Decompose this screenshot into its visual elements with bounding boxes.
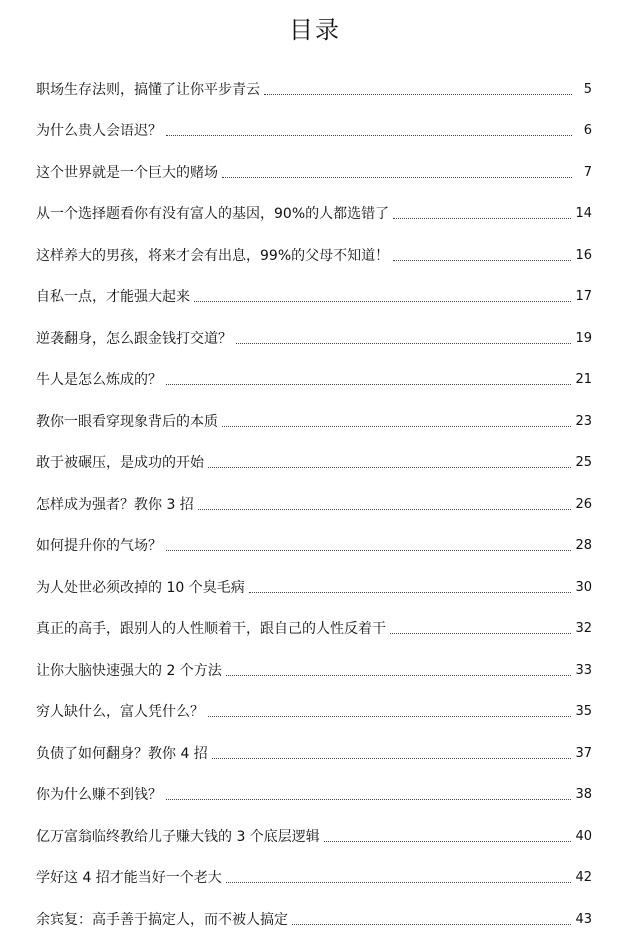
toc-entry-title[interactable]: 亿万富翁临终教给儿子赚大钱的 3 个底层逻辑 [36, 828, 320, 845]
toc-dot-leader [393, 217, 571, 219]
toc-entry-title[interactable]: 这个世界就是一个巨大的赌场 [36, 164, 218, 181]
toc-entry-title[interactable]: 余宾复：高手善于搞定人，而不被人搞定 [36, 911, 288, 928]
toc-dot-leader [390, 632, 571, 634]
toc-page-number[interactable]: 32 [575, 621, 592, 636]
toc-page-number[interactable]: 30 [575, 579, 592, 595]
toc-entry[interactable] [36, 764, 592, 806]
toc-dot-leader [292, 923, 571, 925]
toc-page-number[interactable]: 7 [583, 164, 592, 180]
toc-entry-title[interactable]: 牛人是怎么炼成的？ [36, 372, 162, 388]
toc-dot-leader [222, 176, 572, 178]
toc-page-number[interactable]: 33 [575, 662, 592, 678]
toc-page-number[interactable]: 28 [575, 538, 592, 553]
toc-entry[interactable] [36, 307, 592, 349]
toc-page-number[interactable]: 16 [575, 247, 592, 263]
toc-page-number[interactable]: 40 [575, 828, 592, 844]
toc-entry[interactable] [36, 349, 592, 391]
toc-dot-leader [226, 674, 572, 676]
toc-entry[interactable] [36, 681, 592, 723]
toc-dot-leader [198, 508, 572, 510]
toc-entry[interactable] [36, 58, 592, 100]
toc-dot-leader [236, 342, 571, 344]
toc-page-number[interactable]: 21 [575, 372, 592, 387]
toc-page-number[interactable]: 38 [575, 787, 592, 802]
toc-entry[interactable] [36, 224, 592, 266]
toc-entry[interactable] [36, 266, 592, 308]
toc-page-number[interactable]: 37 [575, 745, 592, 761]
toc-entry-title[interactable]: 负债了如何翻身？教你 4 招 [36, 745, 208, 762]
toc-dot-leader [194, 300, 571, 302]
toc-dot-leader [264, 93, 572, 95]
toc-entry-title[interactable]: 敢于被碾压，是成功的开始 [36, 455, 204, 471]
toc-entry[interactable] [36, 888, 592, 930]
toc-dot-leader [166, 134, 572, 136]
toc-entry-title[interactable]: 为什么贵人会语迟？ [36, 123, 162, 139]
toc-entry[interactable] [36, 847, 592, 889]
toc-entry-title[interactable]: 真正的高手，跟别人的人性顺着干，跟自己的人性反着干 [36, 621, 386, 637]
toc-dot-leader [393, 259, 571, 261]
toc-entry[interactable] [36, 722, 592, 764]
toc-page-number[interactable]: 26 [575, 496, 592, 512]
toc-entry[interactable] [36, 598, 592, 640]
toc-entry[interactable] [36, 515, 592, 557]
toc-dot-leader [166, 383, 571, 385]
toc-entry-title[interactable]: 怎样成为强者？教你 3 招 [36, 496, 194, 513]
toc-dot-leader [166, 549, 571, 551]
toc-page-number[interactable]: 35 [575, 704, 592, 719]
toc-dot-leader [324, 840, 572, 842]
toc-dot-leader [208, 715, 571, 717]
toc-dot-leader [212, 757, 572, 759]
toc-page-number[interactable]: 14 [575, 206, 592, 221]
toc-page-number[interactable]: 17 [575, 289, 592, 304]
toc-entry[interactable] [36, 556, 592, 598]
toc-dot-leader [222, 425, 571, 427]
toc-dot-leader [208, 466, 571, 468]
toc-entry-title[interactable]: 你为什么赚不到钱？ [36, 787, 162, 803]
toc-entry[interactable] [36, 473, 592, 515]
toc-entry[interactable] [36, 183, 592, 225]
toc-entry-title[interactable]: 职场生存法则，搞懂了让你平步青云 [36, 81, 260, 98]
toc-entry-title[interactable]: 教你一眼看穿现象背后的本质 [36, 413, 218, 430]
toc-entry[interactable] [36, 141, 592, 183]
toc-entry-title[interactable]: 为人处世必须改掉的 10 个臭毛病 [36, 579, 245, 596]
toc-entry-title[interactable]: 这样养大的男孩，将来才会有出息，99%的父母不知道！ [36, 247, 390, 264]
toc-dot-leader [166, 798, 571, 800]
toc-page-number[interactable]: 25 [575, 455, 592, 470]
toc-dot-leader [226, 881, 572, 883]
toc-entry-title[interactable]: 自私一点，才能强大起来 [36, 289, 190, 305]
toc-entry-title[interactable]: 穷人缺什么，富人凭什么？ [36, 704, 204, 720]
toc-page-number[interactable]: 19 [575, 330, 592, 346]
page-title: 目录 [289, 16, 341, 44]
toc-page-number[interactable]: 23 [575, 413, 592, 429]
toc-entry[interactable] [36, 432, 592, 474]
toc-entry-title[interactable]: 逆袭翻身，怎么跟金钱打交道？ [36, 330, 232, 347]
table-of-contents [36, 58, 592, 930]
toc-page-number[interactable]: 5 [583, 81, 592, 97]
toc-entry-title[interactable]: 从一个选择题看你有没有富人的基因，90%的人都选错了 [36, 206, 390, 222]
toc-entry-title[interactable]: 如何提升你的气场？ [36, 538, 162, 554]
toc-entry[interactable] [36, 805, 592, 847]
toc-entry-title[interactable]: 让你大脑快速强大的 2 个方法 [36, 662, 222, 679]
toc-page-number[interactable]: 42 [575, 870, 592, 885]
toc-entry-title[interactable]: 学好这 4 招才能当好一个老大 [36, 870, 222, 886]
toc-entry[interactable] [36, 639, 592, 681]
toc-page-number[interactable]: 43 [575, 911, 592, 927]
toc-dot-leader [249, 591, 572, 593]
toc-entry[interactable] [36, 100, 592, 142]
toc-page-number[interactable]: 6 [583, 123, 592, 138]
toc-entry[interactable] [36, 390, 592, 432]
